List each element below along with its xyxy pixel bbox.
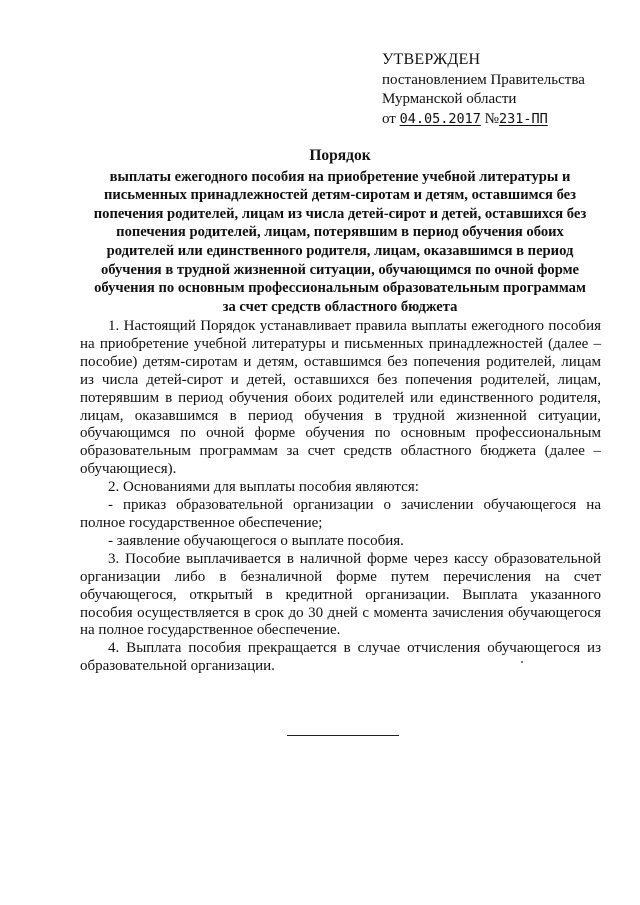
approval-line-1: постановлением Правительства — [382, 71, 585, 88]
title-line: обучения по основным профессиональным образовательным программам — [94, 280, 586, 297]
paragraph-1: 1. Настоящий Порядок устанавливает правила выплаты ежегодного пособия на приобретение учебной литературы и письменных принадлежностей (далее – пособие) детям-сиротам и детям, оставшимся без попечения родителей, лицам из числа детей-сирот и детей, оставшихся без попечения родителей, лицам, потерявшим в период обучения обоих родителей или единственного родителя, лицам, оказавшимся в период обучения в трудной жизненной ситуации, обучающимся по очной форме обучения по основным профессиональным образовательным программам за счет средств областного бюджета (далее – обучающиеся). — [80, 318, 601, 478]
approval-heading: УТВЕРЖДЕН — [382, 51, 481, 68]
paragraph-4: 4. Выплата пособия прекращается в случае отчисления обучающегося из образовательной организации. — [80, 640, 601, 675]
approval-block — [382, 50, 622, 129]
title-line: родителей или единственного родителя, лицам, оказавшимся в период — [106, 242, 574, 259]
paragraph-2-item-1: - приказ образовательной организации о зачислении обучающегося на полное государственное обеспечение; — [80, 497, 601, 531]
document-title — [70, 147, 610, 316]
paragraph-3: 3. Пособие выплачивается в наличной форме через кассу образовательной организации либо в безналичной форме путем перечисления на счет обучающегося, открытый в кредитной организации. Выплата указанного пособия осуществляется в срок до 30 дней с момента зачисления обучающегося на полное государственное обеспечение. — [80, 550, 601, 639]
title-line: попечения родителей, лицам из числа детей-сирот и детей, оставшихся без — [93, 205, 587, 222]
title-line: выплаты ежегодного пособия на приобретение учебной литературы и — [109, 168, 571, 185]
scan-speck — [521, 661, 523, 663]
approval-number-prefix: № — [484, 110, 499, 127]
title-line: попечения родителей, лицам, потерявшим в период обучения обоих — [116, 224, 564, 241]
approval-date-line — [382, 110, 622, 130]
approval-number: 231-ПП — [498, 110, 548, 127]
title-line: письменных принадлежностей детям-сиротам и детям, оставшимся без — [103, 187, 577, 204]
paragraph-2-item-2: - заявление обучающегося о выплате пособия. — [108, 532, 404, 549]
document-body — [80, 318, 601, 676]
closing-rule — [287, 735, 399, 736]
title-line: за счет средств областного бюджета — [222, 298, 458, 315]
approval-date-prefix: от — [382, 110, 396, 127]
title-main: Порядок — [309, 147, 371, 164]
title-line: обучения в трудной жизненной ситуации, обучающимся по очной форме — [100, 261, 580, 278]
approval-date: 04.05.2017 — [399, 110, 481, 127]
paragraph-2: 2. Основаниями для выплаты пособия являются: — [108, 479, 419, 496]
approval-line-2: Мурманской области — [382, 91, 517, 107]
